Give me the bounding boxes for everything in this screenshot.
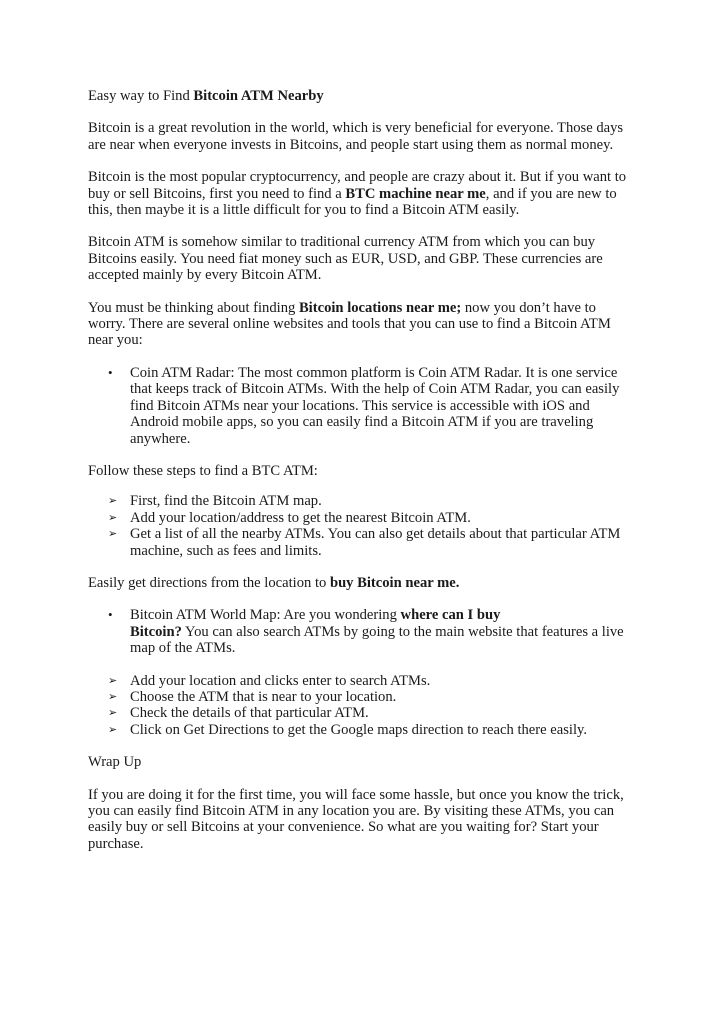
arrow-bullet-icon: ➢ (108, 689, 118, 703)
world-map-bullet-list (88, 607, 636, 656)
title-prefix: Easy way to Find (88, 88, 194, 104)
directions-steps-list (88, 673, 636, 739)
directions-paragraph (88, 575, 636, 591)
steps-intro: Follow these steps to find a BTC ATM: (88, 462, 318, 479)
directions-bold: buy Bitcoin near me. (329, 574, 460, 591)
list-item-text: Add your location and clicks enter to search ATMs. (130, 672, 431, 689)
arrow-bullet-icon: ➢ (108, 706, 118, 720)
bullet-text: Coin ATM Radar: The most common platform is Coin ATM Radar. It is one service that keeps track of Bitcoin ATMs. With the help of Coin ATM Radar, you can easily find Bitcoin ATMs near your locations. This service is accessible with iOS and Android mobile apps, so you can easily find a Bitcoin ATM if you are traveling anywhere. (130, 364, 620, 447)
platform-bullet-list (88, 365, 636, 447)
locations-paragraph (88, 300, 636, 349)
list-item (88, 689, 636, 705)
list-item-text: Choose the ATM that is near to your location. (130, 688, 397, 705)
para4-text-after: now you don’t have to worry. There are several online websites and tools that you can use to find a Bitcoin ATM near you: (88, 299, 611, 349)
title-bold: Bitcoin ATM Nearby (193, 88, 324, 104)
wrap-up-paragraph: If you are doing it for the first time, you will face some hassle, but once you know the trick, you can easily find Bitcoin ATM in any location you are. By visiting these ATMs, you can easily buy or sell Bitcoins at your convenience. So what are you waiting for? Start your purchase. (88, 786, 624, 852)
para4-text-before: You must be thinking about finding (88, 299, 299, 316)
wrap-up-heading: Wrap Up (88, 754, 142, 771)
list-item-text: Add your location/address to get the nearest Bitcoin ATM. (130, 509, 471, 526)
para2-bold: BTC machine near me (345, 185, 486, 202)
list-item-text: First, find the Bitcoin ATM map. (130, 493, 322, 510)
document-title (88, 88, 636, 104)
list-item-text: Get a list of all the nearby ATMs. You can also get details about that particular ATM machine, such as fees and limits. (130, 526, 621, 559)
para2-text-after: , and if you are new to this, then maybe it is a little difficult for you to find a Bitcoin ATM easily. (88, 185, 617, 219)
para2-text-before: Bitcoin is the most popular cryptocurrency, and people are crazy about it. But if you want to buy or sell Bitcoins, first you need to find a (88, 169, 627, 202)
list-item (88, 526, 636, 559)
arrow-bullet-icon: ➢ (108, 527, 118, 541)
para4-bold: Bitcoin locations near me; (298, 299, 462, 316)
bullet2-bold-second: Bitcoin? (130, 623, 182, 640)
list-item (88, 705, 636, 721)
arrow-bullet-icon: ➢ (108, 510, 118, 524)
bullet-icon: • (108, 364, 113, 380)
list-item-text: Check the details of that particular ATM. (130, 705, 369, 722)
list-item-text: Click on Get Directions to get the Google maps direction to reach there easily. (130, 721, 587, 738)
directions-text-before: Easily get directions from the location to (88, 574, 330, 591)
atm-similarity-paragraph: Bitcoin ATM is somehow similar to traditional currency ATM from which you can buy Bitcoins easily. You need fiat money such as EUR, USD, and GBP. These currencies are accepted mainly by every Bitcoin ATM. (88, 234, 603, 284)
list-item (88, 722, 636, 738)
list-item (88, 510, 636, 526)
bullet2-text-before: Bitcoin ATM World Map: Are you wondering (130, 607, 401, 624)
list-item (88, 493, 636, 509)
btc-machine-paragraph (88, 169, 636, 218)
arrow-bullet-icon: ➢ (108, 494, 118, 508)
bullet2-text-after: You can also search ATMs by going to the main website that features a live map of the ATMs. (130, 623, 624, 657)
steps-list (88, 493, 636, 559)
document-body (88, 88, 636, 868)
arrow-bullet-icon: ➢ (108, 722, 118, 736)
bullet2-bold-first: where can I buy (400, 607, 501, 624)
list-item (88, 607, 636, 656)
intro-paragraph: Bitcoin is a great revolution in the world, which is very beneficial for everyone. Those days are near when everyone invests in Bitcoins, and people start using them as normal money. (88, 120, 624, 153)
bullet-icon: • (108, 607, 113, 623)
list-item (88, 673, 636, 689)
list-item (88, 365, 636, 447)
arrow-bullet-icon: ➢ (108, 673, 118, 687)
